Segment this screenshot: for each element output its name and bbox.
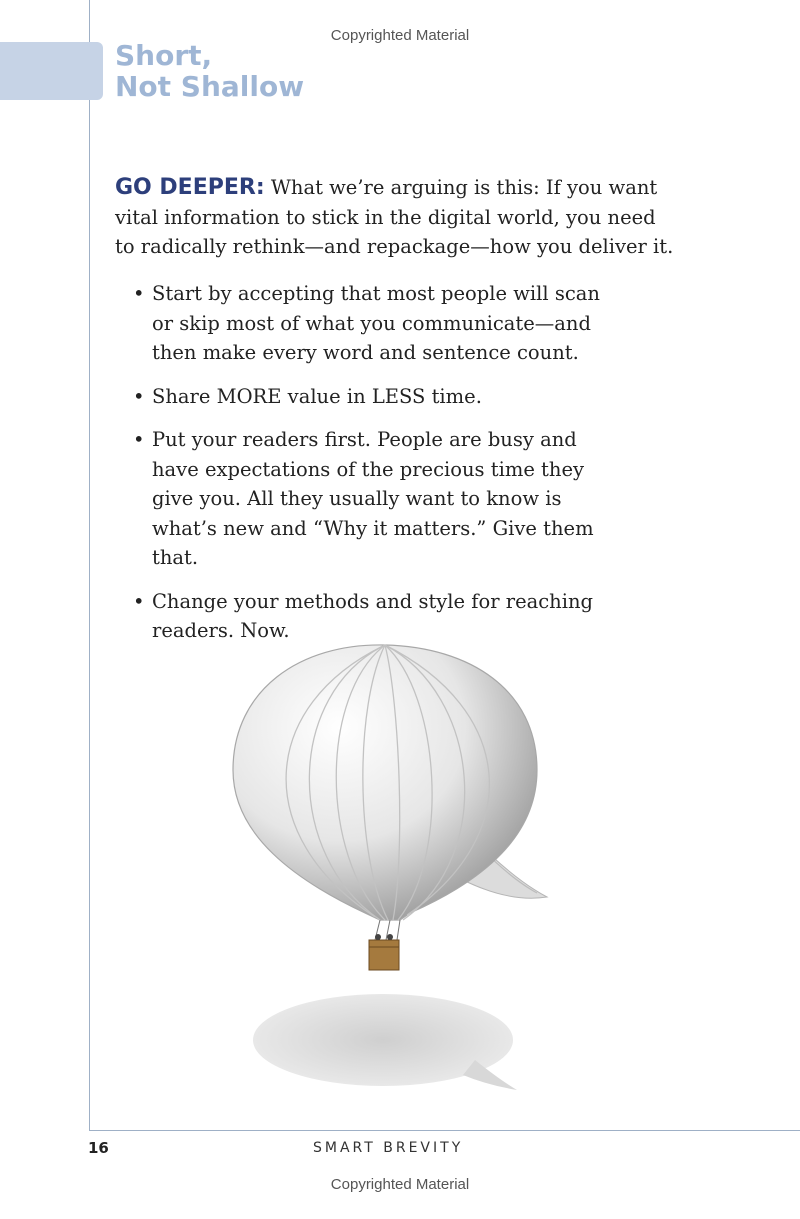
lead-paragraph — [115, 173, 675, 262]
bullet-icon: • — [133, 384, 145, 408]
list-item — [133, 382, 613, 412]
balloon-shadow — [253, 994, 517, 1090]
bullet-text: Put your readers first. People are busy and have expectations of the precious time they give you. All they usually want to know is what’s new and “Why it matters.” Give them that. — [152, 428, 594, 569]
lead-text: What we’re arguing is this: If you want vital information to stick in the digital world, you need to radically rethink—and repackage—how you deliver it. — [115, 176, 674, 258]
bullet-text: Change your methods and style for reaching readers. Now. — [152, 589, 593, 642]
go-deeper-label: GO DEEPER: — [115, 175, 265, 200]
margin-rule — [89, 0, 90, 1131]
bullet-list — [133, 279, 613, 660]
chapter-title — [115, 40, 304, 102]
footer-rule — [89, 1130, 800, 1131]
bullet-icon: • — [133, 589, 145, 613]
list-item — [133, 279, 613, 368]
speech-bubble-hot-air-balloon-icon — [225, 635, 565, 1095]
watermark-top: Copyrighted Material — [330, 27, 470, 44]
chapter-title-line-1: Short, — [115, 39, 213, 72]
bullet-icon: • — [133, 428, 145, 451]
watermark-bottom: Copyrighted Material — [330, 1176, 470, 1193]
list-item — [133, 425, 613, 573]
bullet-text: Share MORE value in LESS time. — [152, 384, 482, 408]
page-number: 16 — [88, 1139, 109, 1157]
bullet-icon: • — [133, 282, 145, 305]
chapter-tab — [0, 42, 103, 100]
running-head: SMART BREVITY — [313, 1140, 464, 1156]
bullet-text: Start by accepting that most people will scan or skip most of what you communicate—and then make every word and sentence count. — [152, 282, 600, 364]
chapter-title-line-2: Not Shallow — [115, 70, 305, 103]
